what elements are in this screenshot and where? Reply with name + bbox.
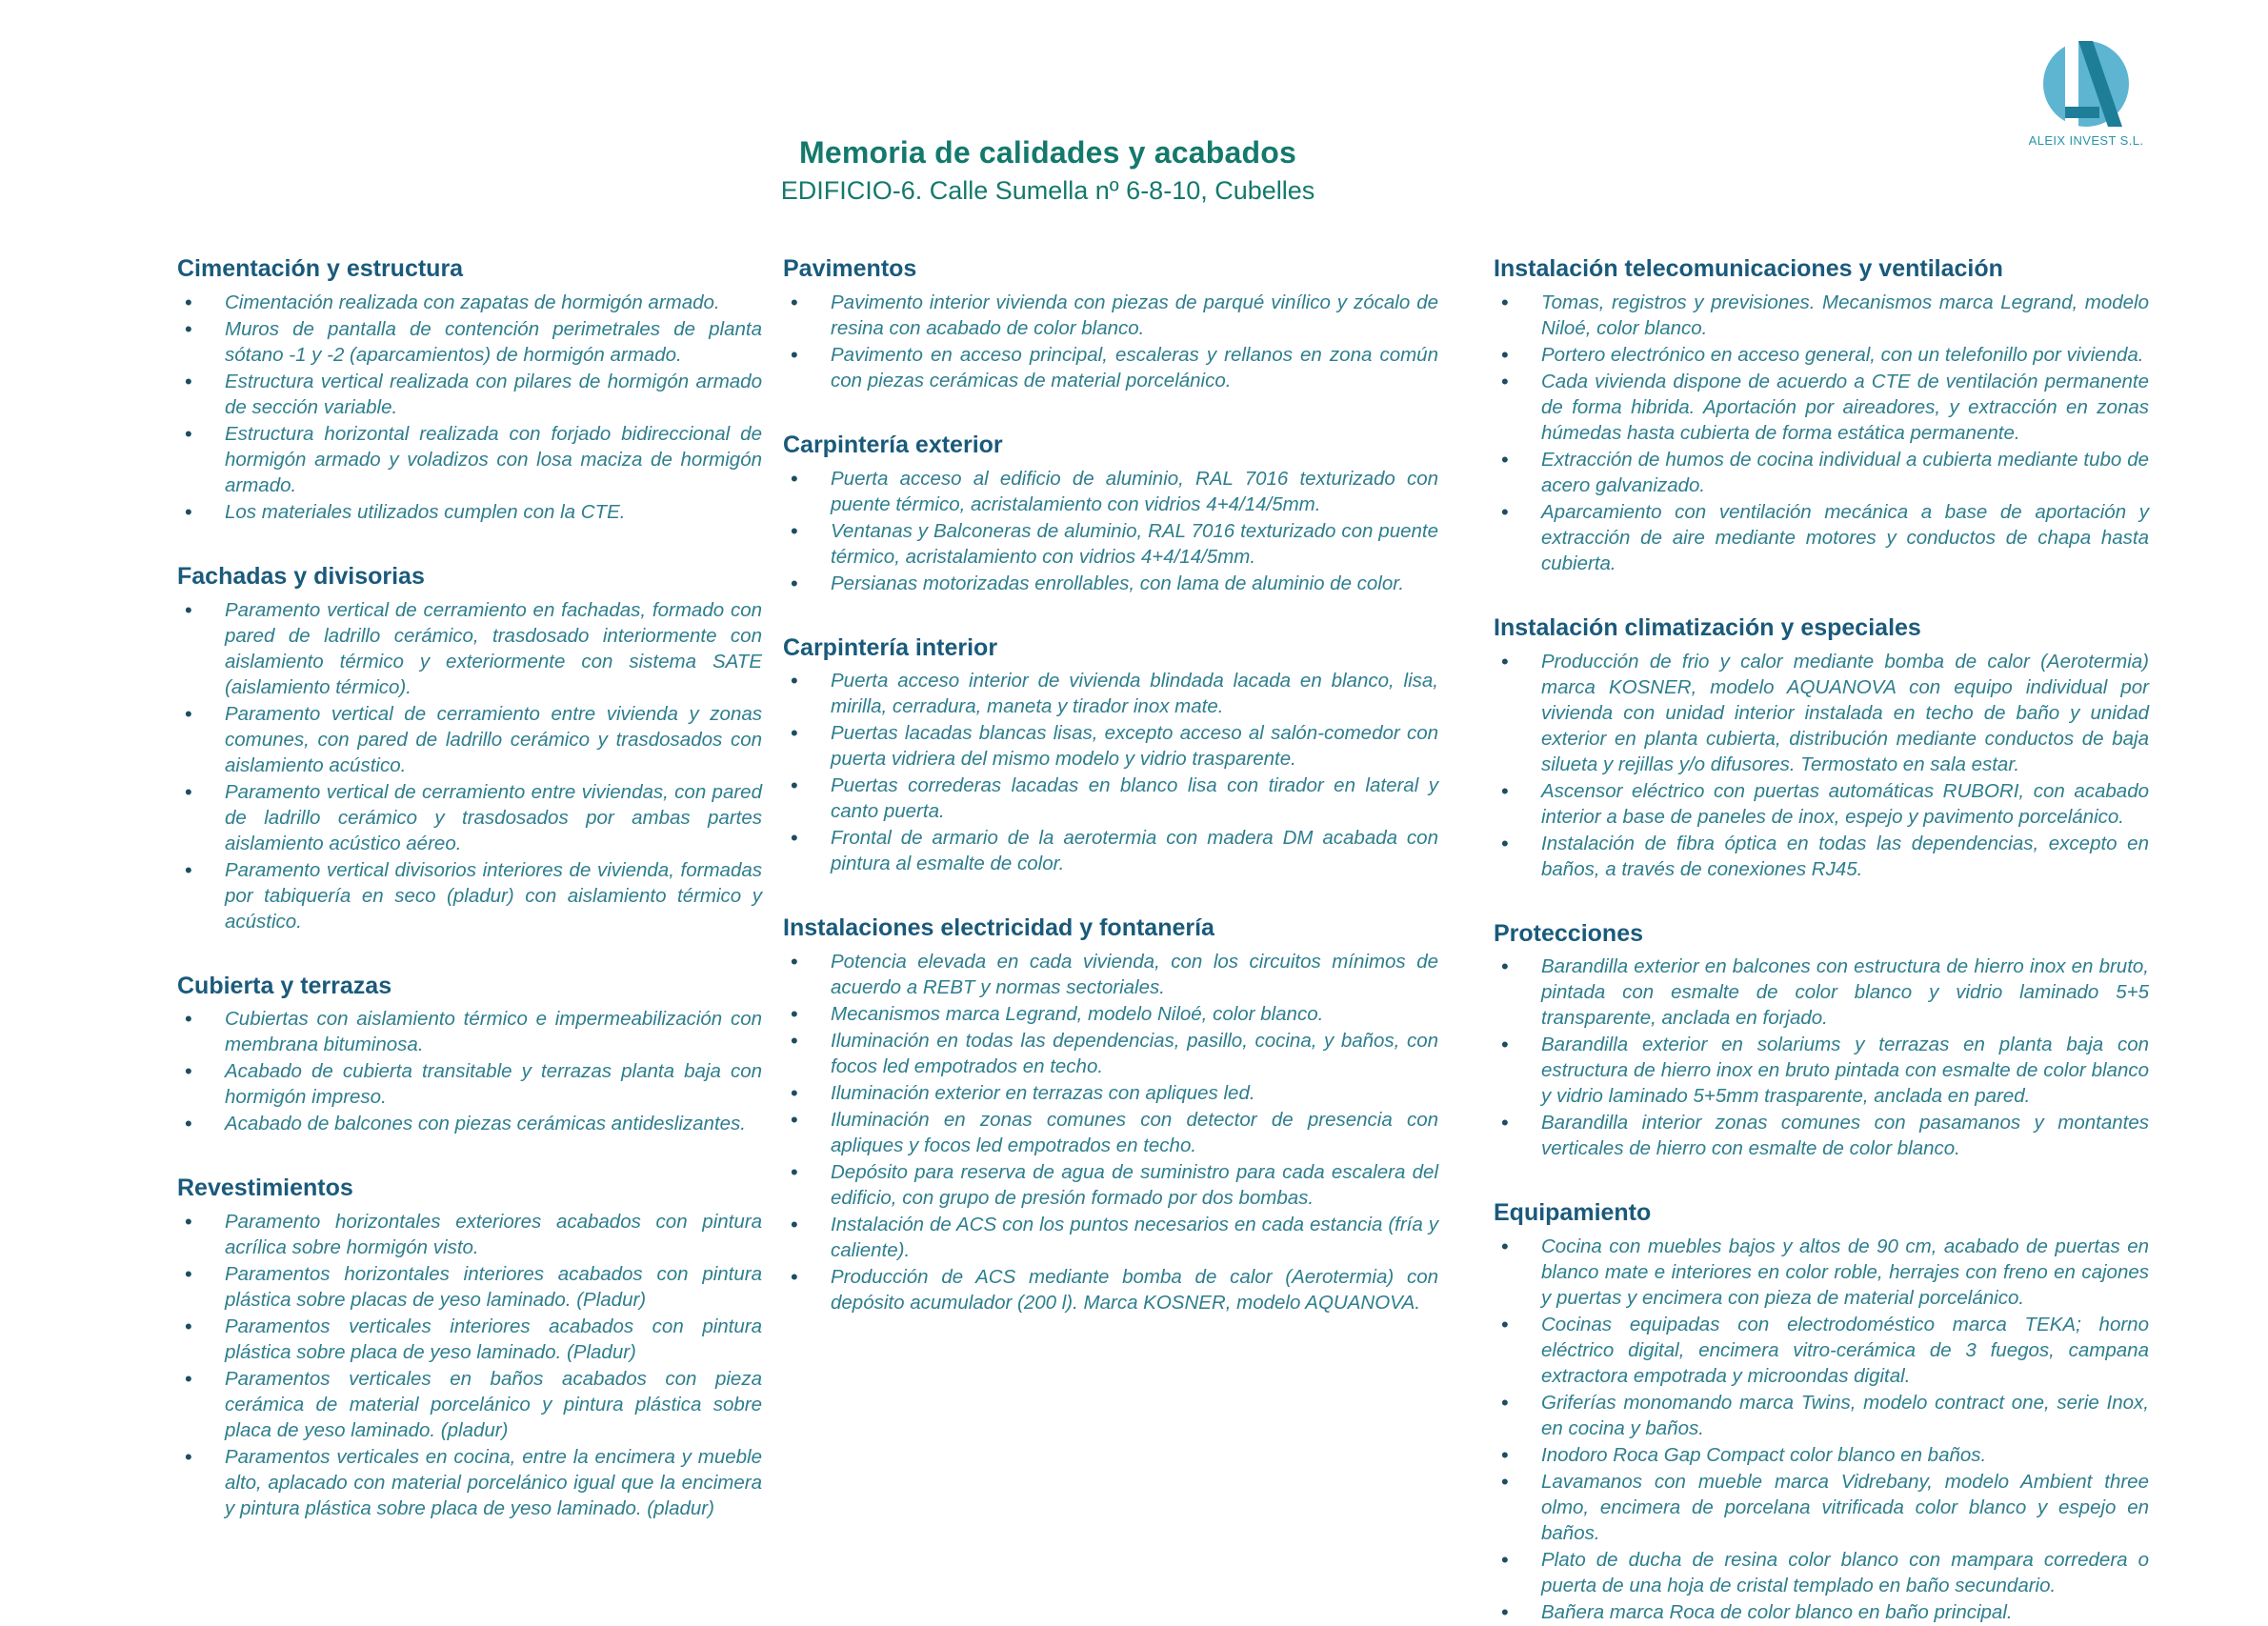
bullet-text: Portero electrónico en acceso general, con un telefonillo por vivienda.: [1541, 343, 2144, 366]
bullet-icon: [185, 1006, 192, 1033]
bullet-item: [783, 290, 1438, 341]
bullet-text: Potencia elevada en cada vivienda, con los circuitos mínimos de acuerdo a REBT y normas sectoriales.: [831, 951, 1438, 998]
bullet-item: [783, 825, 1438, 876]
bullet-text: Estructura horizontal realizada con forjado bidireccional de hormigón armado y voladizos con losa maciza de hormigón armado.: [225, 422, 762, 496]
bullet-text: Ascensor eléctrico con puertas automáticas RUBORI, con acabado interior a base de paneles de inox, espejo y pavimento porcelánico.: [1541, 779, 2149, 828]
bullet-icon: [791, 1001, 798, 1028]
bullet-icon: [185, 1111, 192, 1137]
section-list: [783, 290, 1438, 393]
bullet-item: [783, 773, 1438, 824]
document-section: [783, 255, 1438, 393]
document-section: [177, 1174, 762, 1521]
section-list: [1494, 290, 2149, 576]
bullet-text: Bañera marca Roca de color blanco en baño principal.: [1541, 1601, 2013, 1623]
bullet-text: Paramento vertical de cerramiento entre vivienda y zonas comunes, con pared de ladrillo cerámico y trasdosados con aislamiento acústico.: [225, 702, 762, 776]
bullet-item: [177, 1111, 762, 1136]
bullet-text: Cubiertas con aislamiento térmico e impermeabilización con membrana bituminosa.: [225, 1008, 762, 1056]
bullet-item: [177, 290, 762, 315]
bullet-item: [1494, 342, 2149, 368]
section-list: [1494, 1234, 2149, 1625]
bullet-icon: [185, 499, 192, 526]
bullet-item: [1494, 290, 2149, 341]
bullet-item: [177, 421, 762, 498]
bullet-item: [177, 1444, 762, 1521]
bullet-item: [783, 1001, 1438, 1027]
section-list: [177, 1209, 762, 1521]
document-section: [1494, 255, 2149, 576]
bullet-text: Aparcamiento con ventilación mecánica a base de aportación y extracción de aire mediante motores y conductos de chapa hasta cubierta.: [1541, 500, 2149, 574]
bullet-item: [783, 466, 1438, 517]
column-left: [177, 255, 762, 1522]
page-title: Memoria de calidades y acabados: [799, 135, 1296, 170]
bullet-icon: [1501, 369, 1509, 395]
document-section: [1494, 920, 2149, 1162]
bullet-text: Extracción de humos de cocina individual a cubierta mediante tubo de acero galvanizado.: [1541, 448, 2149, 496]
bullet-icon: [791, 571, 798, 597]
bullet-icon: [1501, 954, 1509, 980]
section-heading: Instalación climatización y especiales: [1494, 613, 1921, 641]
document-section: [783, 432, 1438, 596]
bullet-text: Los materiales utilizados cumplen con la CTE.: [225, 500, 626, 523]
bullet-item: [783, 571, 1438, 596]
bullet-icon: [791, 1080, 798, 1107]
bullet-icon: [791, 466, 798, 492]
section-heading: Carpintería interior: [783, 633, 998, 661]
document-section: [177, 973, 762, 1137]
bullet-item: [783, 1264, 1438, 1315]
bullet-icon: [1501, 778, 1509, 805]
bullet-icon: [185, 1058, 192, 1085]
bullet-icon: [791, 1107, 798, 1134]
bullet-item: [1494, 778, 2149, 830]
bullet-item: [177, 316, 762, 368]
section-heading: Carpintería exterior: [783, 431, 1003, 458]
bullet-icon: [185, 421, 192, 448]
bullet-text: Persianas motorizadas enrollables, con lama de aluminio de color.: [831, 572, 1405, 594]
document-section: [177, 563, 762, 934]
section-heading: Protecciones: [1494, 919, 1644, 947]
bullet-item: [783, 1159, 1438, 1211]
bullet-item: [177, 1261, 762, 1313]
section-heading: Cimentación y estructura: [177, 255, 464, 282]
section-list: [783, 668, 1438, 876]
logo-company-name: ALEIX INVEST S.L.: [2028, 133, 2144, 148]
bullet-text: Paramento vertical divisorios interiores de vivienda, formadas por tabiquería en seco (pladur) con aislamiento térmico y acústico.: [225, 858, 762, 933]
bullet-icon: [791, 518, 798, 545]
bullet-icon: [185, 597, 192, 624]
bullet-icon: [185, 316, 192, 343]
bullet-text: Producción de frio y calor mediante bomba de calor (Aerotermia) marca KOSNER, modelo AQUANOVA con equipo individual por vivienda con unidad interior instalada en techo de baño y unidad exterior en planta cubierta, distribución mediante conductos de baja silueta y rejillas y/o difusores. Termostato en sala estar.: [1541, 650, 2149, 775]
bullet-item: [177, 499, 762, 525]
logo-mark-icon: [2029, 38, 2143, 131]
bullet-icon: [1501, 447, 1509, 473]
bullet-text: Iluminación en zonas comunes con detector de presencia con apliques y focos led empotrados en techo.: [831, 1109, 1438, 1156]
bullet-icon: [1501, 1234, 1509, 1260]
bullet-icon: [185, 857, 192, 884]
bullet-text: Paramento horizontales exteriores acabados con pintura acrílica sobre hormigón visto.: [225, 1211, 762, 1258]
bullet-text: Griferías monomando marca Twins, modelo contract one, serie Inox, en cocina y baños.: [1541, 1392, 2149, 1439]
bullet-text: Inodoro Roca Gap Compact color blanco en baños.: [1541, 1444, 1987, 1466]
bullet-item: [1494, 1469, 2149, 1546]
bullet-icon: [185, 1444, 192, 1471]
bullet-text: Cocina con muebles bajos y altos de 90 cm, acabado de puertas en blanco mate e interiores en color roble, herrajes con freno en cajones y puertas y encimera con pieza de material porcelánico.: [1541, 1235, 2149, 1309]
bullet-item: [177, 1209, 762, 1260]
bullet-text: Mecanismos marca Legrand, modelo Niloé, color blanco.: [831, 1003, 1324, 1025]
bullet-text: Depósito para reserva de agua de suministro para cada escalera del edificio, con grupo de presión formado por dos bombas.: [831, 1161, 1438, 1209]
bullet-item: [177, 701, 762, 778]
bullet-text: Pavimento en acceso principal, escaleras y rellanos en zona común con piezas cerámicas de material porcelánico.: [831, 343, 1438, 391]
column-right: [1494, 255, 2149, 1626]
bullet-icon: [185, 369, 192, 395]
bullet-icon: [185, 701, 192, 728]
bullet-text: Paramentos verticales en cocina, entre la encimera y mueble alto, aplacado con material porcelánico igual que la encimera y pintura plástica sobre placa de yeso laminado. (pladur): [225, 1446, 762, 1519]
bullet-item: [783, 1107, 1438, 1158]
bullet-item: [1494, 1442, 2149, 1468]
bullet-item: [177, 1058, 762, 1110]
bullet-text: Paramentos horizontales interiores acabados con pintura plástica sobre placas de yeso laminado. (Pladur): [225, 1263, 762, 1311]
bullet-text: Puerta acceso al edificio de aluminio, RAL 7016 texturizado con puente térmico, acristalamiento con vidrios 4+4/14/5mm.: [831, 467, 1438, 515]
section-list: [783, 466, 1438, 596]
bullet-icon: [1501, 1032, 1509, 1058]
bullet-icon: [791, 720, 798, 747]
bullet-text: Producción de ACS mediante bomba de calor (Aerotermia) con depósito acumulador (200 l). Marca KOSNER, modelo AQUANOVA.: [831, 1266, 1438, 1314]
section-heading: Fachadas y divisorias: [177, 562, 425, 590]
bullet-item: [1494, 831, 2149, 882]
bullet-icon: [1501, 649, 1509, 675]
bullet-item: [177, 369, 762, 420]
bullet-text: Paramento vertical de cerramiento en fachadas, formado con pared de ladrillo cerámico, trasdosado interiormente con aislamiento térmico y exteriormente con sistema SATE (aislamiento térmico).: [225, 598, 762, 698]
document-section: [1494, 614, 2149, 882]
bullet-icon: [1501, 290, 1509, 316]
document-section: [177, 255, 762, 525]
bullet-item: [1494, 1599, 2149, 1625]
bullet-item: [1494, 1032, 2149, 1109]
bullet-text: Paramentos verticales en baños acabados con pieza cerámica de material porcelánico y pintura plástica sobre placa de yeso laminado. (pladur): [225, 1368, 762, 1441]
bullet-item: [1494, 1234, 2149, 1311]
bullet-text: Puertas lacadas blancas lisas, excepto acceso al salón-comedor con puerta vidriera del mismo modelo y vidrio trasparente.: [831, 722, 1438, 771]
bullet-text: Paramento vertical de cerramiento entre viviendas, con pared de ladrillo cerámico y trasdosados por ambas partes aislamiento acústico aéreo.: [225, 780, 762, 854]
bullet-icon: [1501, 1442, 1509, 1469]
bullet-item: [783, 1028, 1438, 1079]
bullet-text: Puerta acceso interior de vivienda blindada lacada en blanco, lisa, mirilla, cerradura, maneta y tirador inox mate.: [831, 670, 1438, 718]
bullet-item: [783, 518, 1438, 570]
bullet-item: [1494, 369, 2149, 446]
section-heading: Instalaciones electricidad y fontanería: [783, 914, 1214, 942]
document-header: [533, 135, 1562, 206]
bullet-icon: [185, 1366, 192, 1393]
bullet-icon: [791, 773, 798, 799]
bullet-text: Paramentos verticales interiores acabados con pintura plástica sobre placa de yeso laminado. (Pladur): [225, 1315, 762, 1363]
bullet-text: Acabado de cubierta transitable y terrazas planta baja con hormigón impreso.: [225, 1060, 762, 1109]
bullet-item: [177, 597, 762, 700]
bullet-text: Cada vivienda dispone de acuerdo a CTE de ventilación permanente de forma hibrida. Aportación por aireadores, y extracción en zonas húmedas hasta cubierta de forma estática permanente.: [1541, 370, 2149, 444]
bullet-item: [1494, 447, 2149, 498]
bullet-text: Barandilla exterior en balcones con estructura de hierro inox en bruto, pintada con esmalte de color blanco y vidrio laminado 5+5 transparente, anclada en forjado.: [1541, 955, 2149, 1030]
bullet-text: Plato de ducha de resina color blanco con mampara corredera o puerta de una hoja de cristal templado en baño secundario.: [1541, 1549, 2149, 1596]
bullet-text: Cimentación realizada con zapatas de hormigón armado.: [225, 291, 720, 313]
bullet-text: Puertas correderas lacadas en blanco lisa con tirador en lateral y canto puerta.: [831, 774, 1438, 823]
bullet-item: [177, 857, 762, 934]
bullet-item: [1494, 499, 2149, 576]
bullet-item: [1494, 1312, 2149, 1389]
bullet-text: Cocinas equipadas con electrodoméstico marca TEKA; horno eléctrico digital, encimera vitro-cerámica de 3 fuegos, campana extractora empotrada y microondas digital.: [1541, 1314, 2149, 1387]
bullet-item: [783, 720, 1438, 772]
bullet-icon: [1501, 1547, 1509, 1574]
bullet-item: [177, 1366, 762, 1443]
bullet-icon: [185, 779, 192, 806]
bullet-icon: [1501, 342, 1509, 369]
bullet-icon: [185, 1314, 192, 1340]
bullet-text: Barandilla exterior en solariums y terrazas en planta baja con estructura de hierro inox en bruto pintada con esmalte de color blanco y vidrio laminado 5+5mm trasparente, anclada en pared.: [1541, 1034, 2149, 1108]
section-list: [1494, 954, 2149, 1161]
bullet-text: Pavimento interior vivienda con piezas de parqué vinílico y zócalo de resina con acabado de color blanco.: [831, 291, 1438, 339]
bullet-item: [1494, 1110, 2149, 1161]
bullet-item: [783, 1080, 1438, 1106]
section-heading: Revestimientos: [177, 1174, 353, 1202]
section-heading: Equipamiento: [1494, 1199, 1652, 1227]
bullet-icon: [791, 1159, 798, 1186]
bullet-item: [1494, 954, 2149, 1031]
bullet-item: [177, 779, 762, 856]
bullet-icon: [1501, 831, 1509, 857]
document-section: [783, 634, 1438, 877]
bullet-item: [783, 1212, 1438, 1263]
bullet-text: Tomas, registros y previsiones. Mecanismos marca Legrand, modelo Niloé, color blanco.: [1541, 291, 2149, 339]
bullet-item: [1494, 1390, 2149, 1441]
bullet-icon: [1501, 1469, 1509, 1496]
bullet-icon: [185, 1209, 192, 1235]
bullet-icon: [791, 949, 798, 975]
document-section: [1494, 1199, 2149, 1625]
page-subtitle: EDIFICIO-6. Calle Sumella nº 6-8-10, Cubelles: [780, 176, 1315, 205]
bullet-icon: [791, 668, 798, 694]
section-list: [177, 290, 762, 525]
bullet-text: Barandilla interior zonas comunes con pasamanos y montantes verticales de hierro con esmalte de color blanco.: [1541, 1112, 2149, 1160]
bullet-item: [783, 342, 1438, 393]
bullet-icon: [1501, 1110, 1509, 1136]
bullet-text: Ventanas y Balconeras de aluminio, RAL 7016 texturizado con puente térmico, acristalamiento con vidrios 4+4/14/5mm.: [831, 519, 1438, 568]
section-list: [177, 597, 762, 934]
bullet-text: Instalación de fibra óptica en todas las dependencias, excepto en baños, a través de conexiones RJ45.: [1541, 832, 2149, 880]
bullet-item: [1494, 649, 2149, 777]
section-list: [783, 949, 1438, 1315]
bullet-icon: [1501, 1312, 1509, 1338]
bullet-icon: [791, 825, 798, 852]
section-heading: Cubierta y terrazas: [177, 972, 392, 999]
bullet-text: Iluminación en todas las dependencias, pasillo, cocina, y baños, con focos led empotrados en techo.: [831, 1030, 1438, 1077]
bullet-text: Muros de pantalla de contención perimetrales de planta sótano -1 y -2 (aparcamientos) de hormigón armado.: [225, 317, 762, 366]
bullet-icon: [1501, 1390, 1509, 1416]
section-heading: Pavimentos: [783, 255, 917, 282]
bullet-text: Estructura vertical realizada con pilares de hormigón armado de sección variable.: [225, 370, 762, 418]
section-list: [177, 1006, 762, 1136]
bullet-icon: [1501, 1599, 1509, 1626]
bullet-icon: [791, 290, 798, 316]
bullet-text: Iluminación exterior en terrazas con apliques led.: [831, 1082, 1255, 1104]
bullet-item: [783, 949, 1438, 1000]
bullet-text: Instalación de ACS con los puntos necesarios en cada estancia (fría y caliente).: [831, 1214, 1438, 1261]
bullet-item: [177, 1314, 762, 1365]
bullet-icon: [185, 290, 192, 316]
bullet-item: [1494, 1547, 2149, 1598]
bullet-text: Lavamanos con mueble marca Vidrebany, modelo Ambient three olmo, encimera de porcelana vitrificada color blanco y espejo en baños.: [1541, 1471, 2149, 1544]
column-center: [783, 255, 1438, 1316]
bullet-item: [177, 1006, 762, 1057]
bullet-icon: [185, 1261, 192, 1288]
section-heading: Instalación telecomunicaciones y ventilación: [1494, 255, 2003, 282]
section-list: [1494, 649, 2149, 882]
bullet-icon: [1501, 499, 1509, 526]
bullet-icon: [791, 1264, 798, 1291]
bullet-icon: [791, 342, 798, 369]
bullet-icon: [791, 1028, 798, 1054]
bullet-text: Frontal de armario de la aerotermia con madera DM acabada con pintura al esmalte de color.: [831, 827, 1438, 875]
bullet-text: Acabado de balcones con piezas cerámicas antideslizantes.: [225, 1113, 746, 1135]
bullet-icon: [791, 1212, 798, 1238]
document-section: [783, 914, 1438, 1315]
company-logo: [2027, 38, 2145, 148]
bullet-item: [783, 668, 1438, 719]
